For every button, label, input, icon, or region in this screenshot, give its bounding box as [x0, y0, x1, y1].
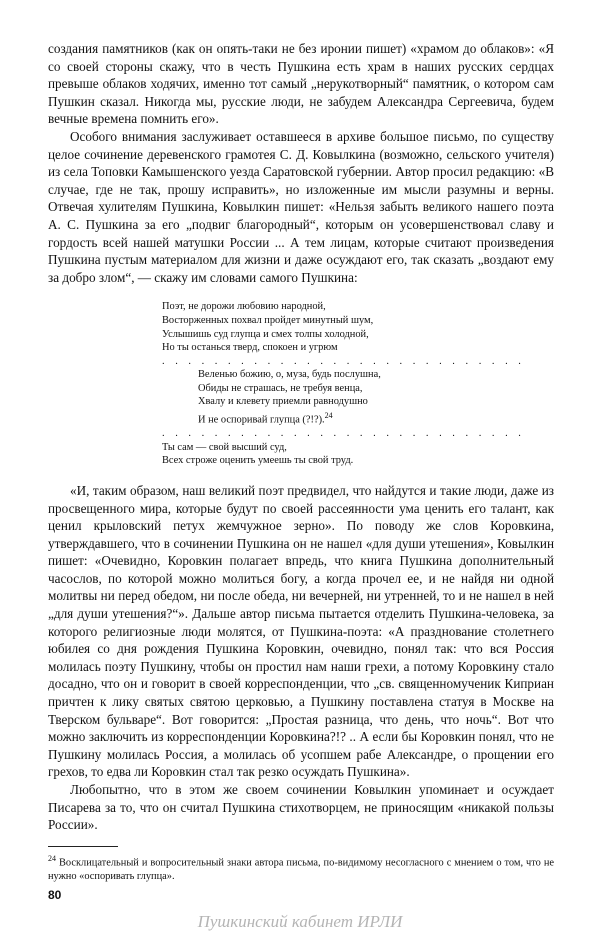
footnote-text: Восклицательный и вопросительный знаки автора письма, по-видимому несогласного с мнением о том, что не нужно «оспоривать глупца». [48, 857, 554, 882]
poem-line-text: И не оспоривай глупца (?!?). [198, 414, 325, 426]
footnote-ref: 24 [324, 411, 333, 421]
poem-line: Всех строже оценить умеешь ты свой труд. [162, 455, 354, 467]
poem-ellipsis-row: . . . . . . . . . . . . . . . . . . . . . . . . . . . . [162, 428, 525, 440]
poem-quotation [162, 300, 554, 468]
poem-line: Обиды не страшась, не требуя венца, [198, 382, 363, 394]
poem-ellipsis-row: . . . . . . . . . . . . . . . . . . . . . . . . . . . . [162, 355, 525, 367]
poem-line: Восторженных похвал пройдет минутный шум, [162, 314, 374, 326]
poem-line: Хвалу и клевету приемли равнодушно [198, 396, 368, 408]
poem-line: Услышишь суд глупца и смех толпы холодной, [162, 328, 369, 340]
poem-stanza-2 [198, 368, 554, 427]
poem-line: Поэт, не дорожи любовию народной, [162, 301, 326, 313]
poem-stanza-1 [162, 300, 554, 354]
poem-stanza-3 [162, 441, 554, 468]
paragraph-1: создания памятников (как он опять-таки не без иронии пишет) «храмом до облаков»: «Я со своей стороны скажу, что в честь Пушкина есть храм в наших русских сердцах превыше облаков ходячих, именно тот самый „нерукотворный“ памятник, о котором сам Пушкин сказал. Никогда мы, русские люди, не забудем Александра Сергеевича, будем вечные времена помнить его». [48, 41, 554, 127]
paragraph-3: «И, таким образом, наш великий поэт предвидел, что найдутся и такие люди, даже из просвещенного мира, которые будут по своей рассеянности ума ценить его талант, как ценил крыловский петух жемчужное зерно». По поводу же слов Коровкина, утверждавшего, что в сочинении Пушкина он не нашел «для души утешения», Ковылкин пишет: «Очевидно, Коровкин полагает впредь, что книга Пушкина дополнительный часослов, по которой можно молиться богу, а когда прочел ее, и не найдя ни одной молитвы ни перед обедом, ни после обеда, ни вечерней, ни утренней, то и не нашел в ней „для души утешения?“». Дальше автор письма пытается отделить Пушкина-человека, за которого религиозные люди молятся, от Пушкина-поэта: «А празднование столетнего юбилея со дня рождения Пушкина Коровкин, очевидно, понял так: что вся Россия молилась поэту Пушкину, чтобы он простил нам наши грехи, а потому Коровкину стало досадно, что он и говорит в своей корреспонденции, что „св. священномученик Киприан причтен к лику святых святою церковью, а Пушкину поставлена статуя в Москве на Тверском бульваре“. Вот говорится: „Простая разница, что день, что ночь“. Вот что можно заключить из корреспонденции Коровкина?!? .. А если бы Коровкин понял, что не Пушкину молилась Россия, а молилась об усопшем рабе Александре, о прощении его грехов, то едва ли Коровкин стал так резко осуждать Пушкина». [48, 482, 554, 780]
footnote-divider [48, 846, 118, 847]
paragraph-2: Особого внимания заслуживает оставшееся в архиве большое письмо, по существу целое сочинение деревенского грамотея С. Д. Ковылкина (возможно, сельского учителя) из села Топовки Камышенского уезда Саратовской губернии. Автор просил редакцию: «В случае, где не так, прошу исправить», но изложенные им мысли разумны и верны. Отвечая хулителям Пушкина, Ковылкин пишет: «Нельзя забыть великого нашего поэта А. С. Пушкина за его „подвиг благородный“, которым он усовершенствовал славу и гордость всей нашей матушки России ... А тем лицам, которые считают произведения Пушкина пустым материалом для жизни и даже осуждают его, так сказать „воздают ему за добро злом“, — скажу им словами самого Пушкина: [48, 128, 554, 285]
poem-line [198, 409, 554, 427]
footnote [48, 852, 554, 883]
footnote-number: 24 [48, 854, 56, 863]
poem-line: Ты сам — свой высший суд, [162, 441, 287, 453]
page-number: 80 [48, 888, 62, 902]
poem-line: Веленью божию, о, муза, будь послушна, [198, 369, 381, 381]
paragraph-4: Любопытно, что в этом же своем сочинении Ковылкин упоминает и осуждает Писарева за то, что он считал Пушкина стихотворцем, не приносящим «никакой пользы России». [48, 782, 554, 833]
body-text [48, 40, 554, 834]
poem-line: Но ты останься тверд, спокоен и угрюм [162, 342, 338, 354]
watermark: Пушкинский кабинет ИРЛИ [197, 912, 403, 931]
